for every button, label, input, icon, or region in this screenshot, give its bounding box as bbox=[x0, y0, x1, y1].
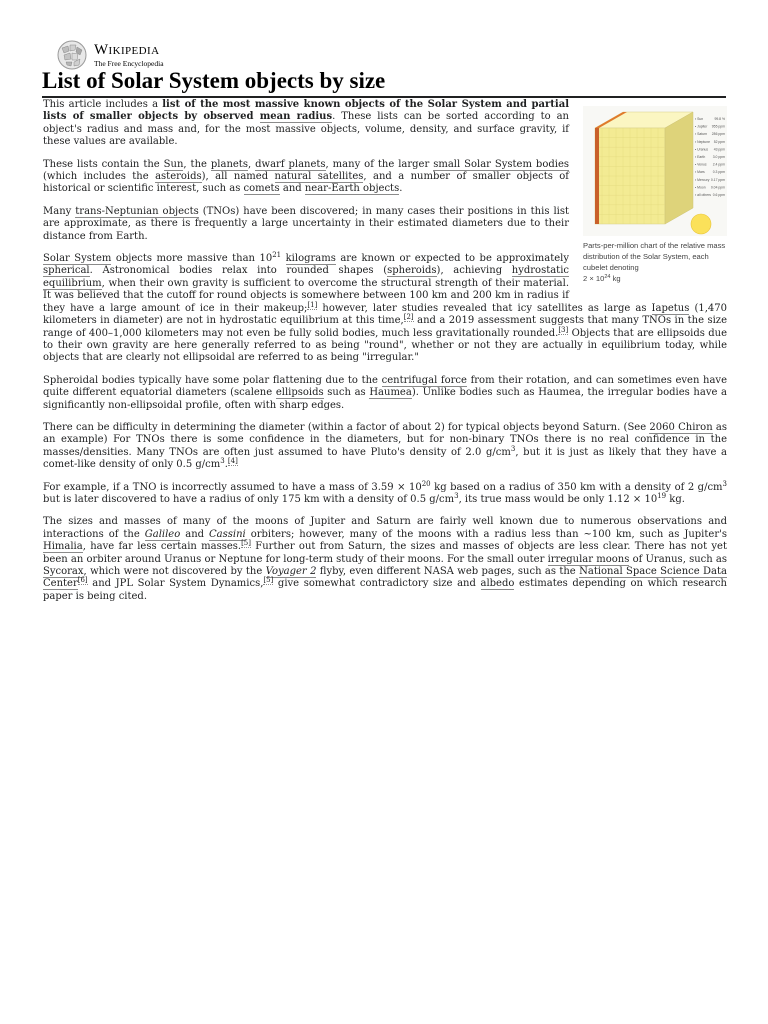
paragraph-example: For example, if a TNO is incorrectly assumed to have a mass of $3.59 \times 10^{20}$ kg based on a radius of 350 km with a density of 2 $g/cm^3$ but is later discovered to have a radius of only 175 km with a density of 0.5 $g/cm^3$, its true mass would be only $1.12 \times 10^{19}$ kg. bbox=[43, 479, 728, 505]
link-asteroids[interactable]: asteroids bbox=[155, 171, 202, 183]
link-irregular-moons[interactable]: irregular moons bbox=[547, 553, 630, 565]
link-spheroids[interactable]: spheroids bbox=[387, 265, 437, 277]
link-himalia[interactable]: Himalia bbox=[43, 541, 83, 553]
cube-side-face bbox=[665, 112, 693, 224]
legend-label: ▪ all others bbox=[695, 193, 711, 197]
figure-caption: Parts-per-million chart of the relative mass distribution of the Solar System, each cubelet denoting $2 \times 10^{24}$ kg bbox=[583, 241, 726, 283]
legend-label: ▪ Jupiter bbox=[695, 124, 708, 129]
link-2060-chiron[interactable]: 2060 Chiron bbox=[649, 421, 713, 433]
ref-5[interactable]: [5] bbox=[241, 539, 251, 548]
legend-label: ▪ Mercury bbox=[695, 177, 710, 182]
link-centrifugal-force[interactable]: centrifugal force bbox=[381, 374, 467, 386]
legend-value: 955 ppm bbox=[711, 124, 725, 129]
legend-label: ▪ Saturn bbox=[695, 132, 708, 137]
legend-value: 0.04 ppm bbox=[710, 185, 725, 190]
legend-value: 0.17 ppm bbox=[710, 177, 725, 182]
paragraph-intro: This article includes a list of the most massive known objects of the Solar System and partial lists of smaller objects by observed mean radius. These lists can be sorted according to an object's radius and mass and, for the most massive objects, volume, density, and surface gravity, if these values are available. bbox=[43, 99, 569, 148]
legend-label: ▪ Neptune bbox=[695, 139, 710, 144]
link-trans-neptunian-objects[interactable]: trans-Neptunian objects bbox=[75, 205, 199, 217]
link-mean-radius[interactable]: mean radius bbox=[259, 111, 333, 123]
sun-sphere bbox=[691, 214, 711, 234]
article-body bbox=[43, 99, 727, 613]
paragraph-contents: These lists contain the Sun, the planets, dwarf planets, many of the larger small Solar System bodies (which includes the asteroids), all named natural satellites, and a number of smaller objects of historical or scientific interest, such as comets and near-Earth objects. bbox=[43, 158, 569, 195]
ref-1[interactable]: [1] bbox=[307, 300, 318, 309]
link-sycorax[interactable]: Sycorax bbox=[43, 566, 84, 577]
page-title: List of Solar System objects by size bbox=[42, 66, 726, 98]
link-voyager-2[interactable]: Voyager 2 bbox=[265, 566, 317, 577]
mass-distribution-figure bbox=[583, 106, 727, 284]
legend-value: 0.6 ppm bbox=[712, 193, 725, 197]
legend-label: ▪ Earth bbox=[695, 155, 706, 159]
legend-label: ▪ Uranus bbox=[695, 147, 709, 152]
legend-value: 2.4 ppm bbox=[712, 162, 725, 167]
paragraph-diameter: There can be difficulty in determining the diameter (within a factor of about 2) for typical objects beyond Saturn. (See 2060 Chiron as an example) For TNOs there is some confidence in the diameters, but for non-binary TNOs there is no real confidence in the masses/densities. Many TNOs are often just assumed to have Pluto's density of 2.0 $g/cm^3$, but it is just as likely that they have a comet-like density of only 0.5 $g/cm^3.[4]$ bbox=[43, 421, 728, 471]
paragraph-tnos: Many trans-Neptunian objects (TNOs) have been discovered; in many cases their positions in this list are approximate, as there is frequently a large uncertainty in their estimated diameters due to their distance from Earth. bbox=[43, 205, 569, 242]
ref-3[interactable]: [3] bbox=[558, 325, 569, 334]
legend-value: 52 ppm bbox=[713, 139, 725, 144]
link-spherical[interactable]: spherical bbox=[43, 265, 90, 277]
link-cassini[interactable]: Cassini bbox=[209, 528, 246, 540]
jupiter-slab-front bbox=[595, 128, 599, 224]
legend-value: 286 ppm bbox=[711, 132, 725, 137]
wordmark-tagline: The Free Encyclopedia bbox=[94, 58, 164, 68]
link-solar-system[interactable]: Solar System bbox=[43, 253, 112, 265]
legend-label: ▪ Moon bbox=[695, 185, 706, 190]
link-near-earth-objects[interactable]: near-Earth objects bbox=[304, 183, 400, 195]
paragraph-rounded-bodies: Solar System objects more massive than $10^{21}$ kilograms are known or expected to be approximately spherical. Astronomical bodies relax into rounded shapes (spheroids), achieving hydrostatic equilibrium, when their own gravity is sufficient to overcome the structural strength of their material. It was believed that the cutoff for round objects is somewhere between 100 km and 200 km in radius if they have a large amount of ice in their makeup;[1] however, later studies revealed that icy satellites as large as Iapetus (1,470 kilometers in diameter) are not in hydrostatic equilibrium at this time,[2] and a 2019 assessment suggests that many TNOs in the size range of 400–1,000 kilometers may not even be fully solid bodies, much less gravitationally rounded.[3] Objects that are ellipsoids due to their own gravity are here generally referred to as being "round", whether or not they are actually in equilibrium today, while objects that are clearly not ellipsoidal are referred to as being "irregular." bbox=[43, 251, 727, 364]
paragraph-moons: The sizes and masses of many of the moons of Jupiter and Saturn are fairly well known due to numerous observations and interactions of the Galileo and Cassini orbiters; however, many of the moons with a radius less than ~100 km, such as Jupiter's Himalia, have far less certain masses.[5] Further out from Saturn, the sizes and masses of objects are less clear. There has not yet been an orbiter around Uranus or Neptune for long-term study of their moons. For the small outer irregular moons of Uranus, such as Sycorax, which were not discovered by the Voyager 2 flyby, even different NASA web pages, such as the National Space Science Data Center[6] and JPL Solar System Dynamics,[5] give somewhat contradictory size and albedo estimates depending on which research paper is being cited. bbox=[43, 516, 727, 602]
legend-label: ▪ Sun bbox=[695, 117, 704, 121]
wordmark-title: Wikipedia bbox=[94, 41, 160, 58]
ref-4[interactable]: [4] bbox=[227, 457, 238, 466]
link-national-space-science-data-center[interactable]: National Space Science Data Center bbox=[43, 566, 727, 590]
legend-value: 0.3 ppm bbox=[712, 170, 725, 175]
ref-6[interactable]: [6] bbox=[77, 576, 88, 585]
ref-5b[interactable]: [5] bbox=[263, 576, 274, 585]
link-kilograms[interactable]: kilograms bbox=[285, 253, 336, 265]
link-albedo[interactable]: albedo bbox=[480, 578, 515, 590]
ref-2[interactable]: [2] bbox=[403, 313, 414, 322]
link-iapetus[interactable]: Iapetus bbox=[651, 302, 690, 314]
link-dwarf-planets[interactable]: dwarf planets bbox=[255, 158, 326, 170]
link-galileo[interactable]: Galileo bbox=[144, 528, 181, 540]
legend-label: ▪ Venus bbox=[695, 162, 707, 167]
link-small-solar-system-bodies[interactable]: small Solar System bodies bbox=[433, 158, 569, 170]
paragraph-spheroidal: Spheroidal bodies typically have some polar flattening due to the centrifugal force from their rotation, and can sometimes even have quite different equatorial diameters (scalene ellipsoids such as Haumea). Unlike bodies such as Haumea, the irregular bodies have a significantly non-ellipsoidal profile, often with sharp edges. bbox=[43, 374, 728, 411]
link-ellipsoids[interactable]: ellipsoids bbox=[275, 387, 324, 399]
link-natural-satellites[interactable]: natural satellites bbox=[274, 171, 364, 183]
legend-value: 99.8 % bbox=[714, 117, 725, 121]
link-sun[interactable]: Sun bbox=[163, 158, 184, 170]
link-hydrostatic-equilibrium[interactable]: hydrostatic equilibrium bbox=[43, 265, 570, 289]
legend-value: 43 ppm bbox=[713, 147, 725, 152]
link-haumea[interactable]: Haumea bbox=[369, 387, 412, 399]
link-planets[interactable]: planets bbox=[210, 158, 248, 170]
cube-chart-image[interactable] bbox=[583, 106, 727, 236]
link-comets[interactable]: comets bbox=[243, 183, 280, 195]
legend-value: 3.0 ppm bbox=[712, 155, 725, 159]
legend-label: ▪ Mars bbox=[695, 170, 705, 175]
